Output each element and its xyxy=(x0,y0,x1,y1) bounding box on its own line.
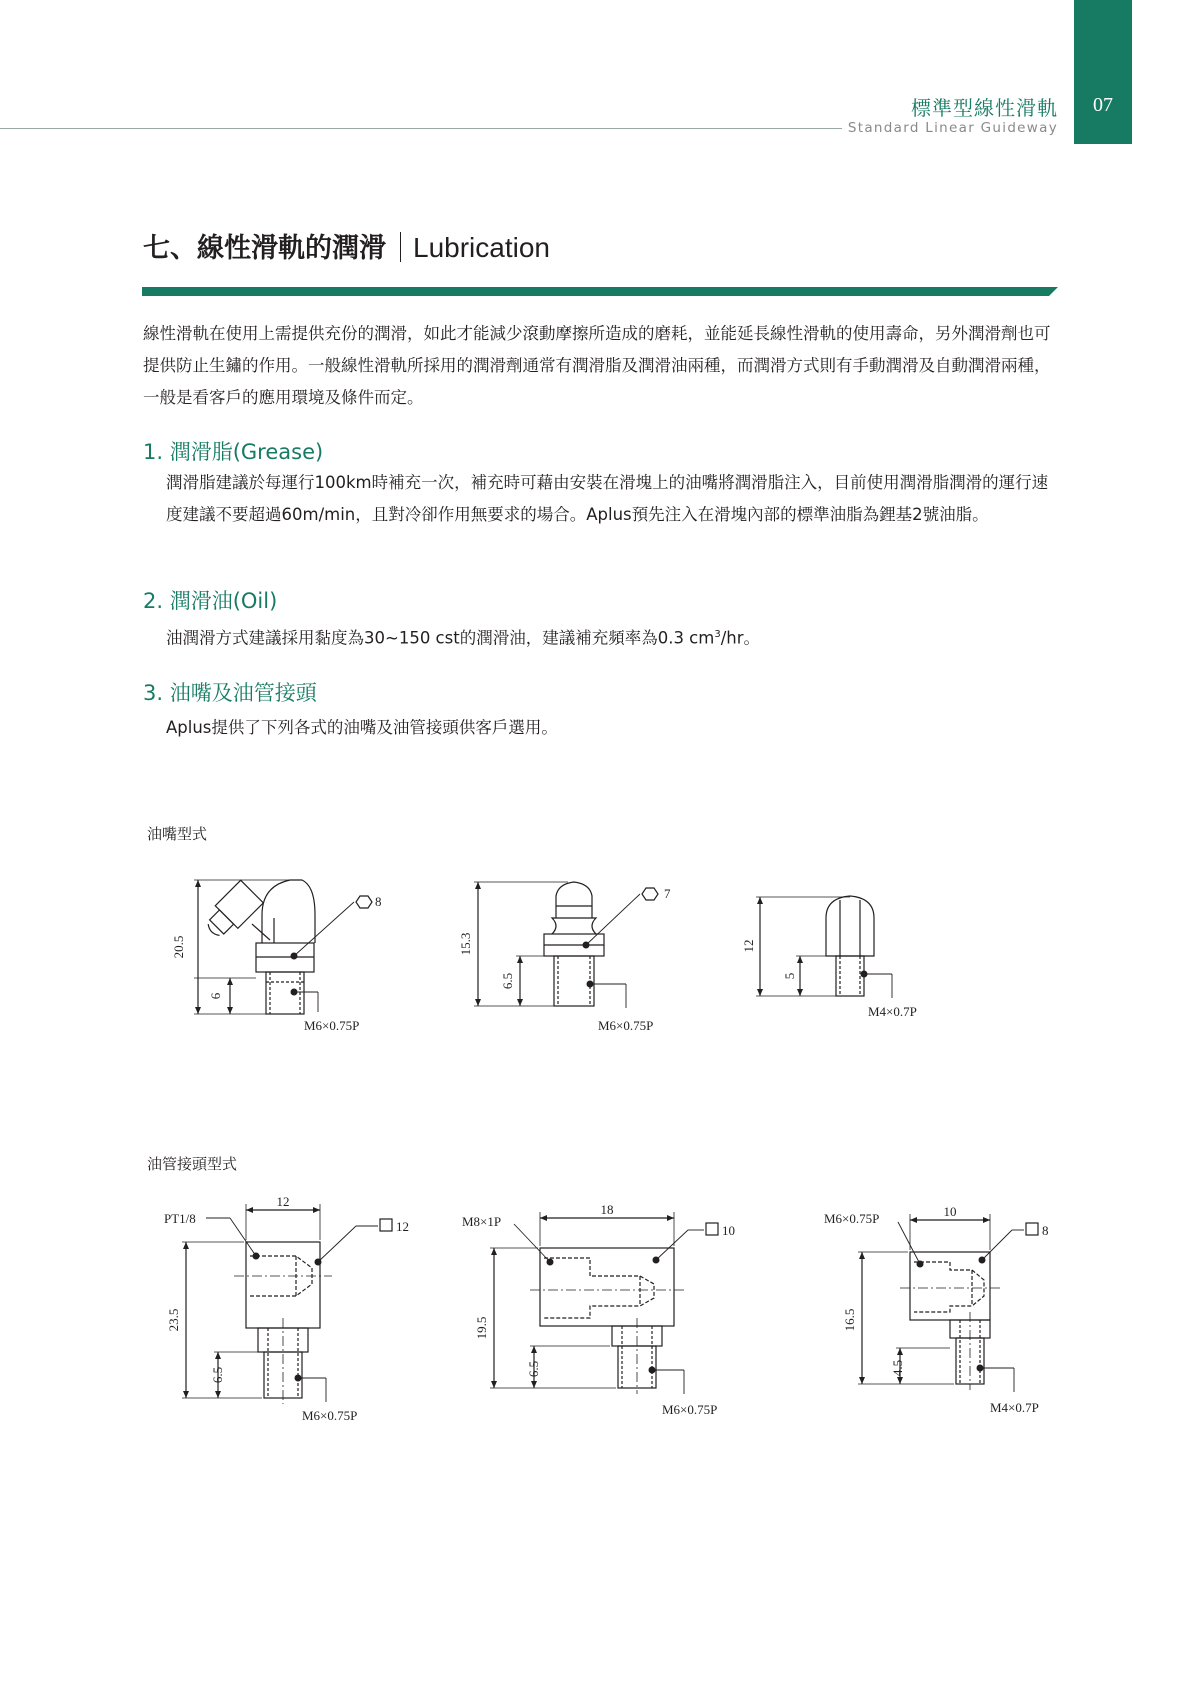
connector3-width-label: 10 xyxy=(943,1204,957,1219)
connector2-square-label: 10 xyxy=(722,1223,735,1238)
connector2-thread-label: M6×0.75P xyxy=(662,1402,718,1417)
header-subtitle: Standard Linear Guideway xyxy=(847,120,1058,136)
nipple3-height-label: 12 xyxy=(741,939,756,953)
connector2-thread-len-label: 6.5 xyxy=(526,1360,541,1378)
nipple2-height-label: 15.3 xyxy=(458,932,473,956)
nipple1-height-label: 20.5 xyxy=(171,935,186,959)
connector1-port-label: PT1/8 xyxy=(164,1211,196,1226)
connector3-thread-label: M4×0.7P xyxy=(990,1400,1039,1415)
nipple2-thread-len-label: 6.5 xyxy=(500,972,515,990)
oil-text-before: 油潤滑方式建議採用黏度為30~150 cst的潤滑油，建議補充頻率為0.3 cm xyxy=(166,628,715,648)
section-title-zh: 七、線性滑軌的潤滑 xyxy=(143,233,386,264)
nipple3-thread-label: M4×0.7P xyxy=(868,1004,917,1019)
grease-heading: 1. 潤滑脂(Grease) xyxy=(143,440,324,464)
connector1-height-label: 23.5 xyxy=(166,1308,181,1332)
oil-text-after: /hr。 xyxy=(720,628,761,648)
connector-drawing-m6 xyxy=(858,1214,1038,1392)
page-number: 07 xyxy=(1093,94,1113,116)
grease-paragraph: 潤滑脂建議於每運行100km時補充一次，補充時可藉由安裝在滑塊上的油嘴將潤滑脂注入，目前使用潤滑脂潤滑的運行速度建議不要超過60m/min，且對冷卻作用無要求的場合。Aplus預先注入在滑塊內部的標準油脂為鋰基2號油脂。 xyxy=(166,473,1049,524)
header-title: 標準型線性滑軌 xyxy=(911,96,1058,120)
connector3-height-label: 16.5 xyxy=(842,1308,857,1332)
oil-heading: 2. 潤滑油(Oil) xyxy=(143,589,278,613)
connector2-port-label: M8×1P xyxy=(462,1214,502,1229)
intro-paragraph: 線性滑軌在使用上需提供充份的潤滑，如此才能減少滾動摩擦所造成的磨耗，並能延長線性滑軌的使用壽命，另外潤滑劑也可提供防止生鏽的作用。一般線性滑軌所採用的潤滑劑通常有潤滑脂及潤滑油兩種，而潤滑方式則有手動潤滑及自動潤滑兩種，一般是看客戶的應用環境及條件而定。 xyxy=(143,324,1051,407)
nipple1-thread-label: M6×0.75P xyxy=(304,1018,360,1033)
nipple2-thread-label: M6×0.75P xyxy=(598,1018,654,1033)
connector3-port-label: M6×0.75P xyxy=(824,1211,880,1226)
nipple2-hex-label: 7 xyxy=(664,886,671,901)
connector1-width-label: 12 xyxy=(276,1194,290,1209)
connector3-square-label: 8 xyxy=(1042,1223,1049,1238)
connector1-thread-len-label: 6.5 xyxy=(210,1366,225,1384)
nipple-heading: 3. 油嘴及油管接頭 xyxy=(143,681,317,705)
nipple1-hex-label: 8 xyxy=(375,894,382,909)
connector3-thread-len-label: 4.5 xyxy=(890,1359,905,1377)
nipple-paragraph: Aplus提供了下列各式的油嘴及油管接頭供客戶選用。 xyxy=(166,718,558,737)
connector2-width-label: 18 xyxy=(600,1202,614,1217)
connector-types-label: 油管接頭型式 xyxy=(147,1155,238,1173)
nipple-types-label: 油嘴型式 xyxy=(147,825,208,843)
nipple-drawing-button xyxy=(756,896,892,998)
oil-text-sup: 3 xyxy=(714,629,721,640)
connector2-height-label: 19.5 xyxy=(474,1316,489,1340)
connector1-thread-label: M6×0.75P xyxy=(302,1408,358,1423)
connector1-square-label: 12 xyxy=(396,1219,409,1234)
connector-drawing-m8 xyxy=(490,1212,718,1394)
nipple3-thread-len-label: 5 xyxy=(782,972,797,980)
nipple1-thread-len-label: 6 xyxy=(208,992,223,1000)
section-title-en: Lubrication xyxy=(413,232,550,263)
